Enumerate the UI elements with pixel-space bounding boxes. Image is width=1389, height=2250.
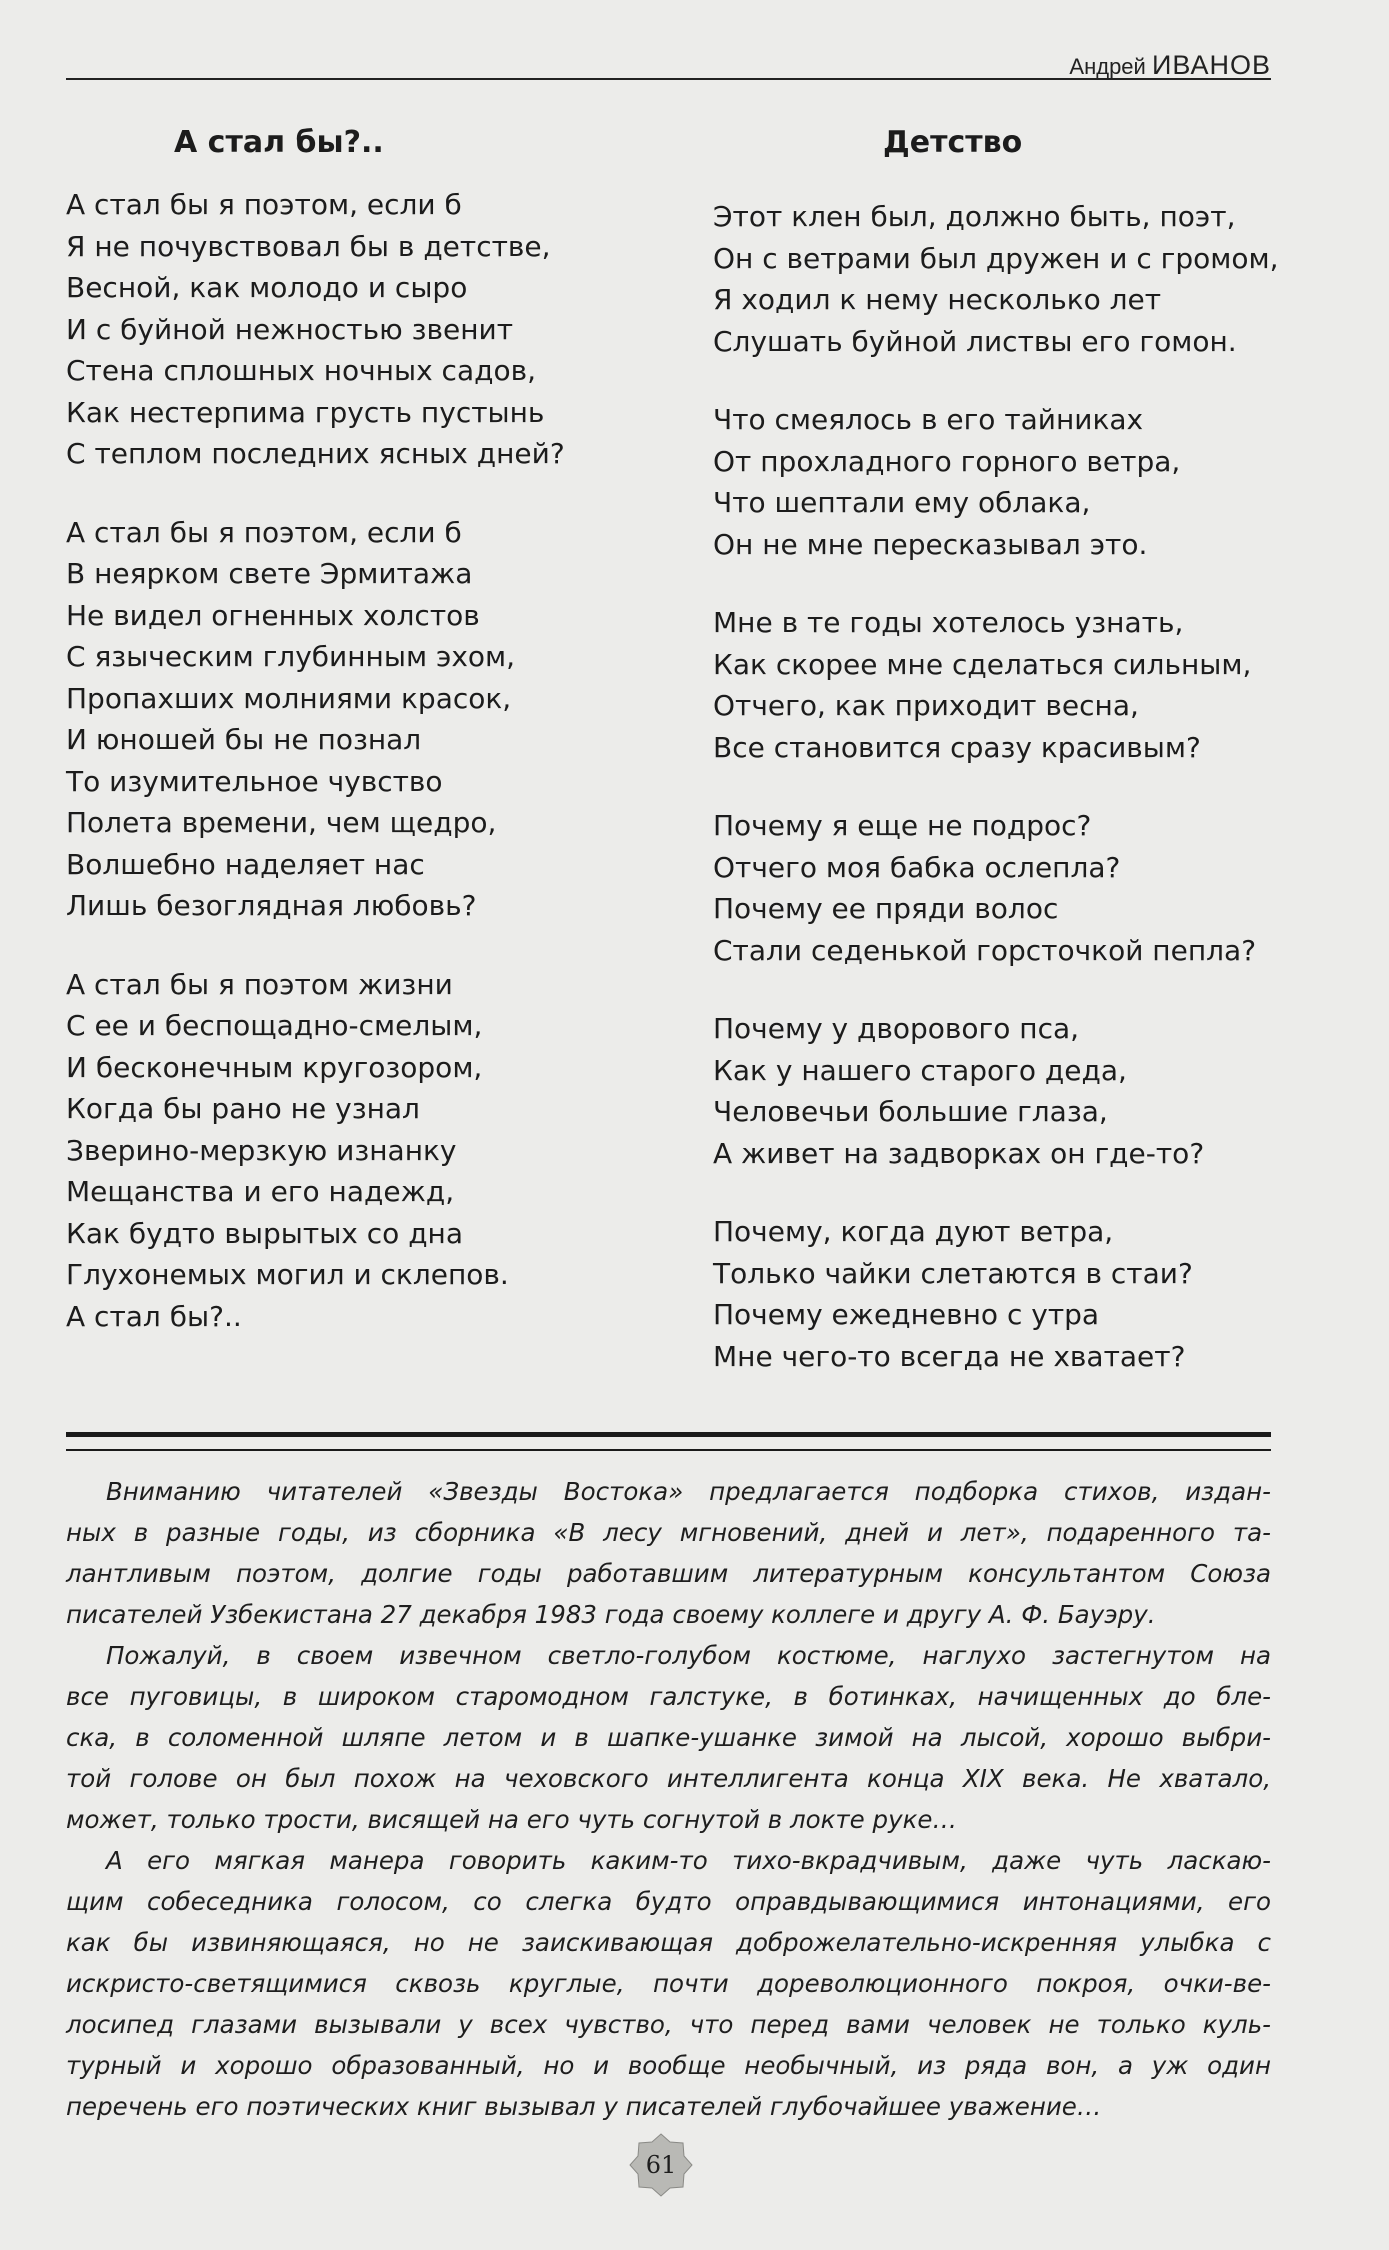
article-paragraph: [66, 1840, 1271, 2127]
poem-line: Мне в те годы хотелось узнать,: [713, 606, 1184, 639]
poem-title: А стал бы?..: [174, 125, 384, 160]
article-line: Пожалуй, в своем извечном светло-голубом костюме, наглухо застегнутом на: [106, 1641, 1271, 1670]
author-last-name: ИВАНОВ: [1151, 50, 1271, 80]
poem-line: А живет на задворках он где-то?: [713, 1136, 1205, 1170]
article-line: ных в разные годы, из сборника «В лесу мгновений, дней и лет», подаренного та-: [66, 1518, 1271, 1547]
poem-line: Весной, как молодо и сыро: [66, 271, 468, 304]
poem-line: Человечьи большие глаза,: [713, 1095, 1108, 1128]
poem-detstvo: [713, 118, 1283, 1414]
poem-line: То изумительное чувство: [66, 764, 443, 798]
poem-line: Что смеялось в его тайниках: [713, 403, 1144, 436]
poem-line: От прохладного горного ветра,: [713, 444, 1181, 478]
poem-line: Мещанства и его надежд,: [66, 1175, 455, 1208]
poem-line: Почему ее пряди волос: [713, 892, 1059, 925]
poem-line: А стал бы я поэтом жизни: [66, 967, 453, 1001]
poem-a-stal-by: [66, 118, 666, 1374]
poem-line: Как у нашего старого деда,: [713, 1053, 1127, 1087]
poem-line: Как нестерпима грусть пустынь: [66, 395, 545, 429]
poem-line: Волшебно наделяет нас: [66, 847, 425, 881]
poem-line: С теплом последних ясных дней?: [66, 437, 565, 470]
stanza: [713, 602, 1283, 768]
stanza: [713, 196, 1283, 362]
poem-line: А стал бы?..: [66, 1299, 242, 1333]
article-line: А его мягкая манера говорить каким-то тихо-вкрадчивым, даже чуть ласкаю-: [106, 1846, 1271, 1875]
header-rule: [66, 78, 1271, 80]
article-paragraph: [66, 1471, 1271, 1635]
stanza: [713, 399, 1283, 565]
poem-line: Почему ежедневно с утра: [713, 1298, 1100, 1331]
poem-line: А стал бы я поэтом, если б: [66, 188, 462, 221]
stanza: [713, 805, 1283, 971]
poem-line: С ее и беспощадно-смелым,: [66, 1009, 483, 1042]
poem-line: Этот клен был, должно быть, поэт,: [713, 200, 1236, 233]
poem-line: Он с ветрами был дружен и с громом,: [713, 241, 1279, 275]
poem-line: Полета времени, чем щедро,: [66, 806, 497, 839]
poem-line: Только чайки слетаются в стаи?: [713, 1256, 1193, 1290]
poem-line: Мне чего-то всегда не хватает?: [713, 1339, 1186, 1373]
author-first-name: Андрей: [1069, 54, 1146, 79]
poem-line: Почему, когда дуют ветра,: [713, 1215, 1114, 1248]
poem-line: Почему я еще не подрос?: [713, 809, 1092, 842]
article-line: как бы извиняющаяся, но не заискивающая доброжелательно-искренняя улыбка с: [66, 1928, 1271, 1957]
poem-line: Стена сплошных ночных садов,: [66, 354, 536, 387]
poem-line: С языческим глубинным эхом,: [66, 640, 516, 673]
article-line: той голове он был похож на чеховского интеллигента конца XIX века. Не хватало,: [66, 1764, 1271, 1793]
poem-line: В неярком свете Эрмитажа: [66, 557, 473, 590]
poem-title: Детство: [883, 125, 1023, 160]
stanza: [66, 512, 666, 927]
stanza: [66, 184, 666, 475]
article-line: лантливым поэтом, долгие годы работавшим литературным консультантом Союза: [66, 1559, 1271, 1588]
poem-line: И юношей бы не познал: [66, 723, 422, 756]
poem-line: Отчего моя бабка ослепла?: [713, 850, 1121, 884]
poem-line: Все становится сразу красивым?: [713, 730, 1201, 764]
poem-line: Не видел огненных холстов: [66, 598, 480, 632]
poem-line: Он не мне пересказывал это.: [713, 527, 1148, 561]
poem-line: Я не почувствовал бы в детстве,: [66, 229, 551, 263]
article-line: турный и хорошо образованный, но и вообще необычный, из ряда вон, а уж один: [66, 2051, 1271, 2080]
poem-line: И бесконечным кругозором,: [66, 1050, 483, 1084]
poem-line: Лишь безоглядная любовь?: [66, 889, 477, 922]
article-line: ска, в соломенной шляпе летом и в шапке-ушанке зимой на лысой, хорошо выбри-: [66, 1723, 1271, 1752]
poem-line: Почему у дворового пса,: [713, 1012, 1080, 1045]
article-line: лосипед глазами вызывали у всех чувство, что перед вами человек не только куль-: [66, 2010, 1271, 2039]
section-divider: [66, 1432, 1271, 1451]
article-line: щим собеседника голосом, со слегка будто оправдывающимися интонациями, его: [66, 1887, 1271, 1916]
article-line: писателей Узбекистана 27 декабря 1983 года своему коллеге и другу А. Ф. Бауэру.: [66, 1600, 1156, 1629]
poem-line: Зверино-мерзкую изнанку: [66, 1133, 457, 1167]
article-line: искристо-светящимися сквозь круглые, почти дореволюционного покроя, очки-ве-: [66, 1969, 1271, 1998]
stanza: [713, 1008, 1283, 1174]
article-paragraph: [66, 1635, 1271, 1840]
poem-line: Как будто вырытых со дна: [66, 1216, 464, 1250]
article-line: Вниманию читателей «Звезды Востока» предлагается подборка стихов, издан-: [106, 1477, 1271, 1506]
editorial-note: [66, 1471, 1271, 2127]
page-number-badge: [628, 2132, 694, 2198]
article-line: перечень его поэтических книг вызывал у писателей глубочайшее уважение…: [66, 2092, 1102, 2121]
poem-line: Когда бы рано не узнал: [66, 1092, 420, 1125]
poem-line: Глухонемых могил и склепов.: [66, 1258, 509, 1291]
poem-line: Отчего, как приходит весна,: [713, 689, 1139, 722]
running-head: [1069, 50, 1271, 81]
article-line: может, только трости, висящей на его чуть согнутой в локте руке…: [66, 1805, 957, 1834]
poem-line: А стал бы я поэтом, если б: [66, 515, 462, 549]
stanza: [713, 1211, 1283, 1377]
poem-line: Я ходил к нему несколько лет: [713, 283, 1162, 316]
poem-line: Слушать буйной листвы его гомон.: [713, 324, 1237, 358]
poem-line: И с буйной нежностью звенит: [66, 312, 514, 346]
stanza: [66, 964, 666, 1338]
article-line: все пуговицы, в широком старомодном галстуке, в ботинках, начищенных до бле-: [66, 1682, 1271, 1711]
poem-line: Пропахших молниями красок,: [66, 681, 512, 715]
page-number: 61: [645, 2151, 677, 2179]
poem-line: Что шептали ему облака,: [713, 486, 1091, 519]
poem-line: Стали седенькой горсточкой пепла?: [713, 933, 1257, 967]
poem-line: Как скорее мне сделаться сильным,: [713, 647, 1252, 681]
